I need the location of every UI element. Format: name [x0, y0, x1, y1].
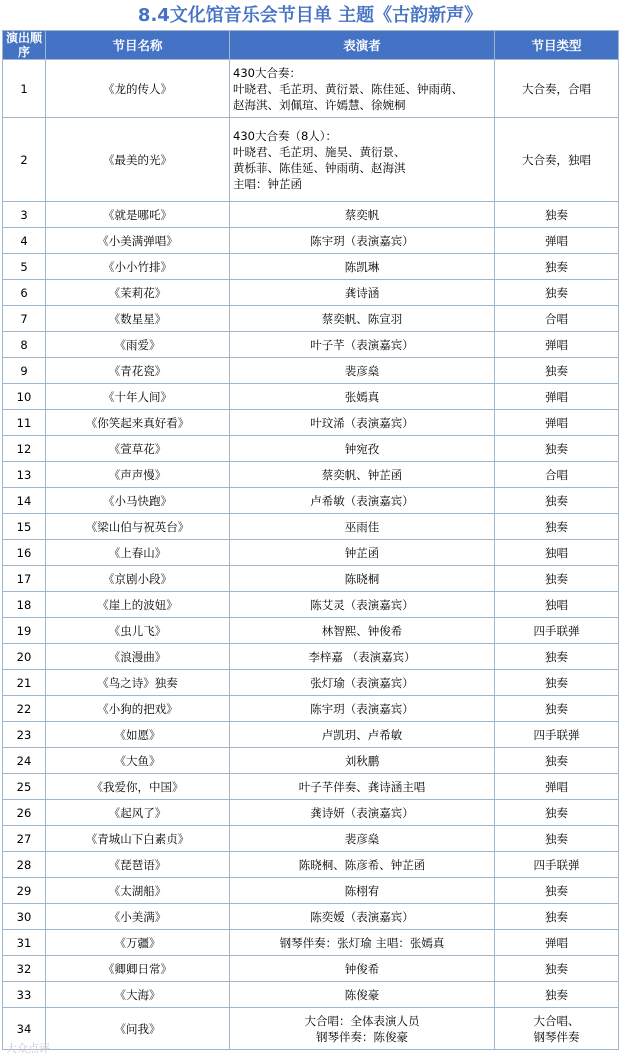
program-name-cell: 《小美满弹唱》: [46, 228, 230, 254]
order-cell: 20: [3, 644, 46, 670]
order-cell: 22: [3, 696, 46, 722]
table-row: [3, 956, 619, 982]
order-cell: 13: [3, 462, 46, 488]
table-row: [3, 254, 619, 280]
order-cell: 28: [3, 852, 46, 878]
order-cell: 8: [3, 332, 46, 358]
program-name-cell: 《青花瓷》: [46, 358, 230, 384]
order-cell: 34: [3, 1008, 46, 1050]
table-row: [3, 202, 619, 228]
order-cell: 21: [3, 670, 46, 696]
program-type-cell: 合唱: [495, 462, 619, 488]
order-cell: 2: [3, 118, 46, 202]
table-row: [3, 306, 619, 332]
header-order: 演出顺序: [3, 31, 46, 60]
order-cell: 25: [3, 774, 46, 800]
performer-cell: 陈晓桐: [230, 566, 495, 592]
order-cell: 12: [3, 436, 46, 462]
table-row: [3, 332, 619, 358]
order-cell: 33: [3, 982, 46, 1008]
program-name-cell: 《琵琶语》: [46, 852, 230, 878]
program-type-cell: 独奏: [495, 202, 619, 228]
program-type-cell: 弹唱: [495, 332, 619, 358]
program-name-cell: 《小狗的把戏》: [46, 696, 230, 722]
table-row: [3, 826, 619, 852]
program-name-cell: 《十年人间》: [46, 384, 230, 410]
table-row: [3, 566, 619, 592]
program-name-cell: 《大鱼》: [46, 748, 230, 774]
order-cell: 18: [3, 592, 46, 618]
table-row: [3, 904, 619, 930]
program-type-cell: 弹唱: [495, 930, 619, 956]
program-type-cell: 独奏: [495, 514, 619, 540]
program-name-cell: 《鸟之诗》独奏: [46, 670, 230, 696]
table-row: [3, 670, 619, 696]
performer-cell: 李梓嘉 （表演嘉宾）: [230, 644, 495, 670]
program-name-cell: 《起风了》: [46, 800, 230, 826]
table-row: [3, 60, 619, 118]
table-row: [3, 722, 619, 748]
program-name-cell: 《小马快跑》: [46, 488, 230, 514]
program-name-cell: 《太湖船》: [46, 878, 230, 904]
order-cell: 3: [3, 202, 46, 228]
order-cell: 19: [3, 618, 46, 644]
performer-cell: 钟俊希: [230, 956, 495, 982]
program-type-cell: 独奏: [495, 956, 619, 982]
table-row: [3, 384, 619, 410]
performer-cell: 陈宇玥（表演嘉宾）: [230, 696, 495, 722]
table-row: [3, 748, 619, 774]
table-row: [3, 982, 619, 1008]
program-name-cell: 《雨爱》: [46, 332, 230, 358]
program-type-cell: 独奏: [495, 358, 619, 384]
performer-cell: 430大合奏： 叶晓君、毛芷玥、黄衍景、陈佳延、钟雨萌、 赵海淇、刘佩瑄、许嫣慧、徐婉桐: [230, 60, 495, 118]
program-name-cell: 《我爱你，中国》: [46, 774, 230, 800]
program-name-cell: 《上春山》: [46, 540, 230, 566]
program-type-cell: 独唱: [495, 592, 619, 618]
header-program-type: 节目类型: [495, 31, 619, 60]
program-name-cell: 《青城山下白素贞》: [46, 826, 230, 852]
table-row: [3, 436, 619, 462]
program-name-cell: 《声声慢》: [46, 462, 230, 488]
program-type-cell: 独奏: [495, 748, 619, 774]
performer-cell: 巫雨佳: [230, 514, 495, 540]
performer-cell: 陈宇玥（表演嘉宾）: [230, 228, 495, 254]
program-name-cell: 《大海》: [46, 982, 230, 1008]
program-name-cell: 《茉莉花》: [46, 280, 230, 306]
performer-cell: 陈栩宥: [230, 878, 495, 904]
performer-cell: 龚诗妍（表演嘉宾）: [230, 800, 495, 826]
order-cell: 30: [3, 904, 46, 930]
performer-cell: 钟芷函: [230, 540, 495, 566]
program-name-cell: 《数星星》: [46, 306, 230, 332]
program-name-cell: 《京剧小段》: [46, 566, 230, 592]
performer-cell: 钟宛孜: [230, 436, 495, 462]
program-table: [2, 30, 619, 1050]
program-type-cell: 大合奏，独唱: [495, 118, 619, 202]
program-name-cell: 《万疆》: [46, 930, 230, 956]
performer-cell: 裴彦燊: [230, 826, 495, 852]
program-name-cell: 《就是哪吒》: [46, 202, 230, 228]
table-header-row: [3, 31, 619, 60]
order-cell: 32: [3, 956, 46, 982]
program-name-cell: 《小美满》: [46, 904, 230, 930]
program-name-cell: 《崖上的波妞》: [46, 592, 230, 618]
table-row: [3, 228, 619, 254]
header-performer: 表演者: [230, 31, 495, 60]
table-row: [3, 280, 619, 306]
performer-cell: 叶玟浠（表演嘉宾）: [230, 410, 495, 436]
order-cell: 9: [3, 358, 46, 384]
program-name-cell: 《小小竹排》: [46, 254, 230, 280]
program-type-cell: 合唱: [495, 306, 619, 332]
table-body: [3, 60, 619, 1050]
program-type-cell: 独奏: [495, 878, 619, 904]
performer-cell: 林智熙、钟俊希: [230, 618, 495, 644]
program-type-cell: 独奏: [495, 800, 619, 826]
performer-cell: 陈艾灵（表演嘉宾）: [230, 592, 495, 618]
table-row: [3, 514, 619, 540]
table-row: [3, 410, 619, 436]
performer-cell: 大合唱：全体表演人员 钢琴伴奏：陈俊豪: [230, 1008, 495, 1050]
program-name-cell: 《如愿》: [46, 722, 230, 748]
order-cell: 10: [3, 384, 46, 410]
program-type-cell: 独奏: [495, 488, 619, 514]
program-type-cell: 独奏: [495, 982, 619, 1008]
program-type-cell: 弹唱: [495, 384, 619, 410]
table-row: [3, 696, 619, 722]
program-type-cell: 四手联弹: [495, 618, 619, 644]
table-row: [3, 592, 619, 618]
program-name-cell: 《萱草花》: [46, 436, 230, 462]
table-row: [3, 800, 619, 826]
performer-cell: 蔡奕帆: [230, 202, 495, 228]
program-type-cell: 弹唱: [495, 774, 619, 800]
order-cell: 6: [3, 280, 46, 306]
table-row: [3, 488, 619, 514]
performer-cell: 张灯瑜（表演嘉宾）: [230, 670, 495, 696]
order-cell: 23: [3, 722, 46, 748]
order-cell: 11: [3, 410, 46, 436]
program-type-cell: 独奏: [495, 566, 619, 592]
program-type-cell: 四手联弹: [495, 852, 619, 878]
performer-cell: 陈奕嫒（表演嘉宾）: [230, 904, 495, 930]
table-row: [3, 852, 619, 878]
order-cell: 4: [3, 228, 46, 254]
program-type-cell: 四手联弹: [495, 722, 619, 748]
performer-cell: 陈凯琳: [230, 254, 495, 280]
performer-cell: 陈晓桐、陈彦希、钟芷函: [230, 852, 495, 878]
program-type-cell: 独奏: [495, 280, 619, 306]
table-row: [3, 618, 619, 644]
watermark: 大众点评: [6, 1042, 50, 1055]
program-name-cell: 《问我》: [46, 1008, 230, 1050]
program-name-cell: 《你笑起来真好看》: [46, 410, 230, 436]
program-type-cell: 独奏: [495, 670, 619, 696]
performer-cell: 龚诗涵: [230, 280, 495, 306]
order-cell: 29: [3, 878, 46, 904]
program-type-cell: 弹唱: [495, 410, 619, 436]
table-row: [3, 462, 619, 488]
performer-cell: 卢凯玥、卢希敏: [230, 722, 495, 748]
table-row: [3, 878, 619, 904]
table-row: [3, 358, 619, 384]
program-type-cell: 独奏: [495, 436, 619, 462]
performer-cell: 叶子芊伴奏、龚诗涵主唱: [230, 774, 495, 800]
header-program-name: 节目名称: [46, 31, 230, 60]
performer-cell: 张嫣真: [230, 384, 495, 410]
table-row: [3, 1008, 619, 1050]
program-type-cell: 独奏: [495, 254, 619, 280]
performer-cell: 叶子芊（表演嘉宾）: [230, 332, 495, 358]
program-name-cell: 《卿卿日常》: [46, 956, 230, 982]
performer-cell: 430大合奏（8人）： 叶晓君、毛芷玥、施昊、黄衍景、 黄栎菲、陈佳延、钟雨萌、赵海淇 主唱：钟芷函: [230, 118, 495, 202]
table-row: [3, 774, 619, 800]
order-cell: 26: [3, 800, 46, 826]
program-type-cell: 独奏: [495, 696, 619, 722]
performer-cell: 蔡奕帆、陈宣羽: [230, 306, 495, 332]
program-type-cell: 大合奏，合唱: [495, 60, 619, 118]
program-name-cell: 《最美的光》: [46, 118, 230, 202]
performer-cell: 钢琴伴奏：张灯瑜 主唱：张嫣真: [230, 930, 495, 956]
table-row: [3, 118, 619, 202]
performer-cell: 卢希敏（表演嘉宾）: [230, 488, 495, 514]
program-name-cell: 《浪漫曲》: [46, 644, 230, 670]
table-row: [3, 644, 619, 670]
order-cell: 14: [3, 488, 46, 514]
performer-cell: 蔡奕帆、钟芷函: [230, 462, 495, 488]
order-cell: 17: [3, 566, 46, 592]
program-type-cell: 弹唱: [495, 228, 619, 254]
page-title: 8.4文化馆音乐会节目单 主题《古韵新声》: [137, 5, 483, 26]
program-type-cell: 独奏: [495, 904, 619, 930]
order-cell: 7: [3, 306, 46, 332]
order-cell: 16: [3, 540, 46, 566]
program-type-cell: 独奏: [495, 644, 619, 670]
program-name-cell: 《龙的传人》: [46, 60, 230, 118]
performer-cell: 刘秋鹏: [230, 748, 495, 774]
program-name-cell: 《虫儿飞》: [46, 618, 230, 644]
order-cell: 5: [3, 254, 46, 280]
performer-cell: 陈俊豪: [230, 982, 495, 1008]
program-name-cell: 《梁山伯与祝英台》: [46, 514, 230, 540]
order-cell: 24: [3, 748, 46, 774]
program-type-cell: 独奏: [495, 826, 619, 852]
order-cell: 1: [3, 60, 46, 118]
order-cell: 27: [3, 826, 46, 852]
program-type-cell: 独唱: [495, 540, 619, 566]
table-row: [3, 540, 619, 566]
order-cell: 15: [3, 514, 46, 540]
order-cell: 31: [3, 930, 46, 956]
performer-cell: 裴彦燊: [230, 358, 495, 384]
table-row: [3, 930, 619, 956]
program-type-cell: 大合唱、 钢琴伴奏: [495, 1008, 619, 1050]
